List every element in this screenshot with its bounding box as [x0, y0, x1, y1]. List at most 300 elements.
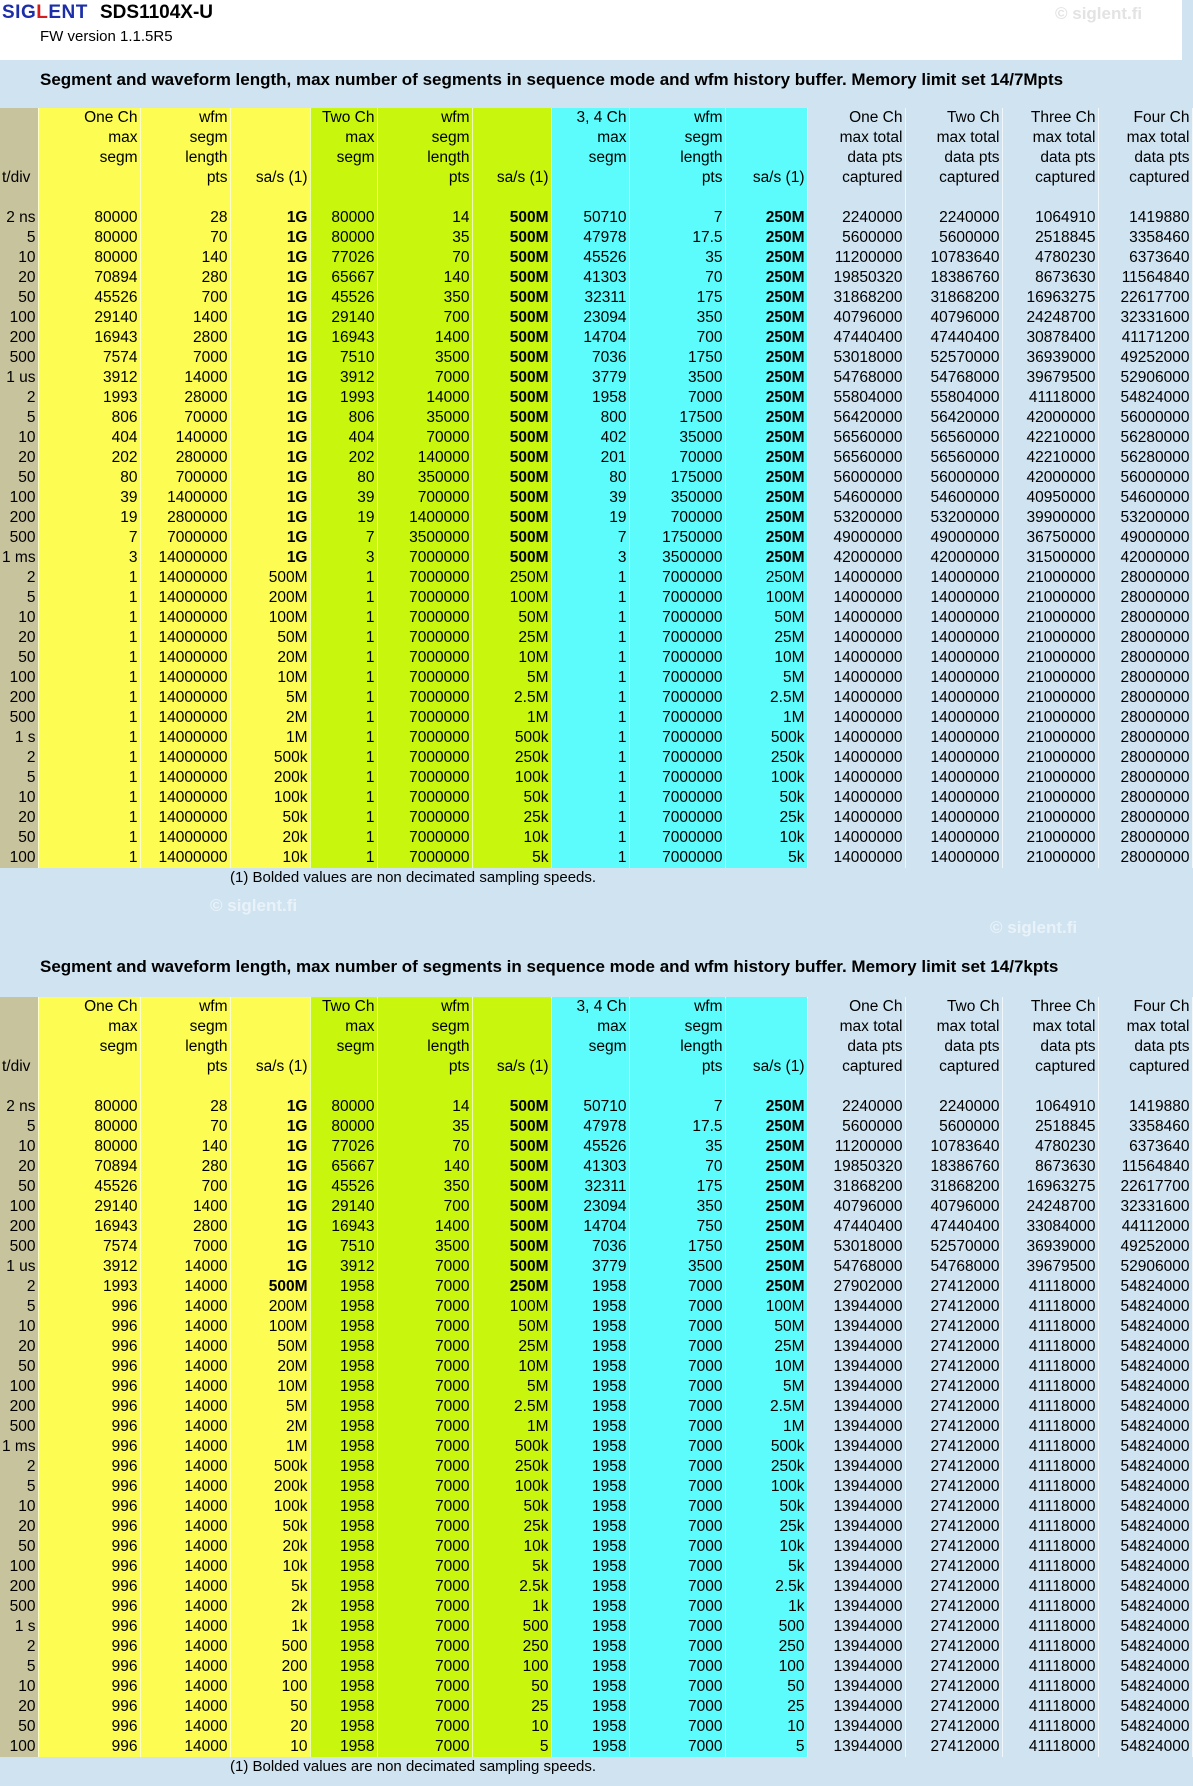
data-cell: 1958 — [310, 1517, 377, 1537]
table-row — [0, 308, 1192, 328]
data-cell: 11564840 — [1098, 268, 1192, 288]
data-cell: 140000 — [140, 428, 230, 448]
data-cell: 28000000 — [1098, 608, 1192, 628]
data-cell: 7000 — [377, 1377, 472, 1397]
data-cell: 27412000 — [905, 1417, 1002, 1437]
data-cell: 11200000 — [807, 248, 905, 268]
data-cell: 3500 — [629, 368, 725, 388]
document-header — [0, 0, 1182, 60]
data-cell: 27412000 — [905, 1457, 1002, 1477]
data-cell: 14000000 — [807, 628, 905, 648]
data-cell: 27412000 — [905, 1737, 1002, 1757]
data-cell: 1 — [551, 848, 629, 868]
tdiv-cell: 5 — [0, 1117, 38, 1137]
data-cell: 32331600 — [1098, 308, 1192, 328]
data-cell: 1958 — [310, 1677, 377, 1697]
data-cell: 1958 — [310, 1357, 377, 1377]
header-cell: captured — [1098, 1057, 1192, 1077]
data-cell: 36939000 — [1002, 1237, 1098, 1257]
data-cell: 47440400 — [807, 1217, 905, 1237]
data-cell: 41118000 — [1002, 1597, 1098, 1617]
data-cell: 7000 — [140, 1237, 230, 1257]
data-cell: 35 — [629, 248, 725, 268]
data-cell: 56000000 — [1098, 408, 1192, 428]
data-cell: 250M — [725, 1137, 807, 1157]
table-row — [0, 1537, 1192, 1557]
data-cell: 7000 — [377, 1717, 472, 1737]
data-cell: 13944000 — [807, 1317, 905, 1337]
data-cell: 1993 — [38, 388, 140, 408]
data-cell: 39679500 — [1002, 1257, 1098, 1277]
data-cell: 21000000 — [1002, 608, 1098, 628]
data-cell: 7000 — [377, 1357, 472, 1377]
data-cell: 14000000 — [905, 688, 1002, 708]
data-cell: 100 — [725, 1657, 807, 1677]
data-cell: 500M — [472, 388, 551, 408]
data-cell: 7000 — [377, 368, 472, 388]
data-cell: 1 — [551, 828, 629, 848]
data-cell: 7000 — [377, 1657, 472, 1677]
data-cell: 404 — [310, 428, 377, 448]
table-row — [0, 348, 1192, 368]
spacer-cell — [377, 188, 472, 208]
data-cell: 1958 — [551, 1397, 629, 1417]
data-cell: 2M — [230, 1417, 310, 1437]
data-cell: 996 — [38, 1557, 140, 1577]
data-cell: 1958 — [551, 1697, 629, 1717]
data-cell: 10 — [472, 1717, 551, 1737]
data-cell: 28000000 — [1098, 728, 1192, 748]
data-cell: 53200000 — [807, 508, 905, 528]
header-cell: captured — [905, 1057, 1002, 1077]
data-cell: 14000 — [140, 1577, 230, 1597]
data-cell: 1 — [551, 768, 629, 788]
data-cell: 14000 — [140, 1537, 230, 1557]
data-cell: 700000 — [377, 488, 472, 508]
data-cell: 500M — [472, 528, 551, 548]
tdiv-cell: 2 — [0, 568, 38, 588]
header-cell — [551, 1057, 629, 1077]
table-row — [0, 1417, 1192, 1437]
data-cell: 5k — [472, 1557, 551, 1577]
data-cell: 7000000 — [629, 808, 725, 828]
data-cell: 39 — [551, 488, 629, 508]
table-row — [0, 648, 1192, 668]
data-cell: 1064910 — [1002, 208, 1098, 228]
table-14-7mpts — [0, 108, 1193, 868]
spacer-cell — [377, 1077, 472, 1097]
data-cell: 14000000 — [140, 668, 230, 688]
header-cell: data pts — [905, 1037, 1002, 1057]
data-cell: 10M — [472, 1357, 551, 1377]
data-cell: 2240000 — [905, 208, 1002, 228]
header-row — [0, 128, 1192, 148]
table-row — [0, 208, 1192, 228]
data-cell: 996 — [38, 1457, 140, 1477]
data-cell: 500M — [472, 428, 551, 448]
data-cell: 41118000 — [1002, 1657, 1098, 1677]
data-cell: 250M — [725, 228, 807, 248]
data-cell: 28000000 — [1098, 788, 1192, 808]
data-cell: 1 — [38, 748, 140, 768]
data-cell: 14000000 — [140, 588, 230, 608]
tdiv-cell: 100 — [0, 308, 38, 328]
data-cell: 996 — [38, 1357, 140, 1377]
tdiv-cell: 10 — [0, 248, 38, 268]
data-cell: 250M — [725, 428, 807, 448]
data-cell: 1958 — [310, 1617, 377, 1637]
data-cell: 1M — [472, 708, 551, 728]
header-cell: Two Ch — [905, 997, 1002, 1017]
header-cell — [472, 1017, 551, 1037]
header-cell: captured — [905, 168, 1002, 188]
data-cell: 1G — [230, 368, 310, 388]
data-cell: 32311 — [551, 1177, 629, 1197]
data-cell: 54824000 — [1098, 1377, 1192, 1397]
data-cell: 28000000 — [1098, 808, 1192, 828]
data-cell: 250M — [725, 1177, 807, 1197]
data-cell: 1M — [230, 1437, 310, 1457]
data-cell: 50M — [230, 628, 310, 648]
data-cell: 7000 — [629, 1637, 725, 1657]
data-cell: 52906000 — [1098, 1257, 1192, 1277]
data-cell: 54768000 — [905, 368, 1002, 388]
data-cell: 3358460 — [1098, 1117, 1192, 1137]
data-cell: 25M — [725, 1337, 807, 1357]
header-row — [0, 1037, 1192, 1057]
data-cell: 5600000 — [807, 228, 905, 248]
data-cell: 100k — [725, 1477, 807, 1497]
spacer-cell — [725, 1077, 807, 1097]
data-cell: 1 — [38, 808, 140, 828]
data-cell: 27412000 — [905, 1517, 1002, 1537]
data-cell: 13944000 — [807, 1377, 905, 1397]
data-cell: 7000000 — [629, 608, 725, 628]
data-cell: 14000 — [140, 1497, 230, 1517]
header-cell: segm — [377, 128, 472, 148]
table-row — [0, 1277, 1192, 1297]
data-cell: 18386760 — [905, 1157, 1002, 1177]
data-cell: 3500 — [377, 1237, 472, 1257]
data-cell: 7000 — [629, 1377, 725, 1397]
data-cell: 996 — [38, 1717, 140, 1737]
data-cell: 27412000 — [905, 1617, 1002, 1637]
data-cell: 10783640 — [905, 1137, 1002, 1157]
data-cell: 1 — [310, 668, 377, 688]
data-cell: 14000000 — [140, 708, 230, 728]
table-row — [0, 388, 1192, 408]
data-cell: 500M — [230, 1277, 310, 1297]
data-cell: 402 — [551, 428, 629, 448]
data-cell: 500M — [472, 348, 551, 368]
data-cell: 250M — [725, 1217, 807, 1237]
header-cell — [230, 108, 310, 128]
data-cell: 14000 — [140, 1477, 230, 1497]
data-cell: 27412000 — [905, 1377, 1002, 1397]
data-cell: 100k — [230, 1497, 310, 1517]
data-cell: 202 — [38, 448, 140, 468]
data-cell: 1958 — [551, 1557, 629, 1577]
data-cell: 24248700 — [1002, 308, 1098, 328]
data-cell: 65667 — [310, 268, 377, 288]
table-row — [0, 248, 1192, 268]
data-cell: 10k — [725, 828, 807, 848]
tdiv-cell: 5 — [0, 408, 38, 428]
data-cell: 35000 — [629, 428, 725, 448]
data-cell: 14000000 — [905, 748, 1002, 768]
data-cell: 996 — [38, 1697, 140, 1717]
data-cell: 996 — [38, 1437, 140, 1457]
data-cell: 1 — [38, 788, 140, 808]
tdiv-cell: 10 — [0, 1677, 38, 1697]
data-cell: 41118000 — [1002, 1677, 1098, 1697]
data-cell: 17.5 — [629, 1117, 725, 1137]
data-cell: 2800 — [140, 1217, 230, 1237]
data-cell: 2518845 — [1002, 228, 1098, 248]
data-cell: 13944000 — [807, 1637, 905, 1657]
table-row — [0, 768, 1192, 788]
data-cell: 1G — [230, 388, 310, 408]
data-cell: 7000000 — [377, 788, 472, 808]
data-cell: 200M — [230, 588, 310, 608]
spacer-cell — [1002, 1077, 1098, 1097]
data-cell: 3 — [551, 548, 629, 568]
data-cell: 1 — [38, 648, 140, 668]
data-cell: 27902000 — [807, 1277, 905, 1297]
table-row — [0, 1197, 1192, 1217]
data-cell: 41118000 — [1002, 1397, 1098, 1417]
tdiv-cell: 10 — [0, 608, 38, 628]
header-cell — [0, 108, 38, 128]
data-cell: 100M — [725, 1297, 807, 1317]
data-cell: 56000000 — [1098, 468, 1192, 488]
data-cell: 350000 — [629, 488, 725, 508]
data-cell: 21000000 — [1002, 728, 1098, 748]
data-cell: 70894 — [38, 268, 140, 288]
data-cell: 49000000 — [807, 528, 905, 548]
data-cell: 1958 — [310, 1297, 377, 1317]
data-cell: 140000 — [377, 448, 472, 468]
data-cell: 500M — [472, 288, 551, 308]
data-cell: 54824000 — [1098, 388, 1192, 408]
data-cell: 35000 — [377, 408, 472, 428]
data-cell: 7000 — [629, 1357, 725, 1377]
data-cell: 27412000 — [905, 1397, 1002, 1417]
data-cell: 1G — [230, 268, 310, 288]
data-cell: 40796000 — [905, 308, 1002, 328]
data-cell: 10 — [725, 1717, 807, 1737]
data-cell: 100M — [472, 588, 551, 608]
data-cell: 41118000 — [1002, 1457, 1098, 1477]
data-cell: 5k — [472, 848, 551, 868]
header-cell: data pts — [1002, 148, 1098, 168]
data-cell: 1958 — [310, 1657, 377, 1677]
data-cell: 1G — [230, 1217, 310, 1237]
data-cell: 77026 — [310, 248, 377, 268]
table-row — [0, 828, 1192, 848]
data-cell: 28000 — [140, 388, 230, 408]
data-cell: 10M — [230, 668, 310, 688]
data-cell: 13944000 — [807, 1457, 905, 1477]
data-cell: 7000 — [377, 1637, 472, 1657]
data-cell: 28000000 — [1098, 668, 1192, 688]
data-cell: 7000 — [629, 1597, 725, 1617]
data-cell: 14000000 — [140, 628, 230, 648]
data-cell: 3912 — [38, 368, 140, 388]
data-cell: 14000 — [140, 368, 230, 388]
data-cell: 25M — [725, 628, 807, 648]
tdiv-cell: 500 — [0, 1597, 38, 1617]
data-cell: 21000000 — [1002, 588, 1098, 608]
data-cell: 14000 — [140, 1357, 230, 1377]
data-cell: 1G — [230, 348, 310, 368]
data-cell: 10k — [230, 848, 310, 868]
data-cell: 42000000 — [1002, 468, 1098, 488]
data-cell: 500M — [472, 1177, 551, 1197]
header-cell: sa/s (1) — [725, 1057, 807, 1077]
data-cell: 14000000 — [905, 808, 1002, 828]
table-row — [0, 1117, 1192, 1137]
data-cell: 41118000 — [1002, 1277, 1098, 1297]
data-cell: 70 — [629, 268, 725, 288]
data-cell: 54600000 — [807, 488, 905, 508]
data-cell: 14000000 — [140, 808, 230, 828]
data-cell: 45526 — [310, 288, 377, 308]
data-cell: 250 — [472, 1637, 551, 1657]
data-cell: 7000 — [377, 1537, 472, 1557]
data-cell: 1958 — [310, 1717, 377, 1737]
data-cell: 1G — [230, 1157, 310, 1177]
header-cell: captured — [807, 1057, 905, 1077]
section-1-title: Segment and waveform length, max number of segments in sequence mode and wfm history buffer. Memory limit set 14/7Mpts — [40, 70, 1064, 89]
data-cell: 750 — [629, 1217, 725, 1237]
data-cell: 10M — [725, 648, 807, 668]
data-cell: 14000000 — [807, 768, 905, 788]
data-cell: 1 — [38, 768, 140, 788]
table-row — [0, 1517, 1192, 1537]
section-1-footnote: (1) Bolded values are non decimated sampling speeds. — [230, 869, 597, 886]
data-cell: 35 — [629, 1137, 725, 1157]
data-cell: 11564840 — [1098, 1157, 1192, 1177]
data-cell: 7000 — [629, 1657, 725, 1677]
header-cell: data pts — [1098, 148, 1192, 168]
data-cell: 1M — [725, 1417, 807, 1437]
table-row — [0, 1297, 1192, 1317]
tdiv-cell: 1 s — [0, 1617, 38, 1637]
data-cell: 3 — [310, 548, 377, 568]
data-cell: 250 — [725, 1637, 807, 1657]
tdiv-cell: 50 — [0, 288, 38, 308]
header-row — [0, 1017, 1192, 1037]
data-cell: 500 — [725, 1617, 807, 1637]
data-cell: 250M — [725, 1257, 807, 1277]
data-cell: 7000000 — [629, 788, 725, 808]
data-cell: 7000000 — [377, 848, 472, 868]
data-cell: 7036 — [551, 1237, 629, 1257]
table-row — [0, 608, 1192, 628]
data-cell: 700 — [377, 1197, 472, 1217]
data-cell: 56560000 — [905, 428, 1002, 448]
data-cell: 500M — [472, 1157, 551, 1177]
data-cell: 5M — [472, 1377, 551, 1397]
data-cell: 41118000 — [1002, 1737, 1098, 1757]
data-cell: 7000000 — [629, 628, 725, 648]
data-cell: 32331600 — [1098, 1197, 1192, 1217]
spacer-cell — [807, 1077, 905, 1097]
data-cell: 56000000 — [807, 468, 905, 488]
data-cell: 14000000 — [140, 768, 230, 788]
data-cell: 7000 — [377, 1417, 472, 1437]
table-row — [0, 508, 1192, 528]
spacer-cell — [725, 188, 807, 208]
header-cell — [725, 1017, 807, 1037]
data-cell: 45526 — [310, 1177, 377, 1197]
data-cell: 1400 — [140, 308, 230, 328]
data-cell: 1400000 — [377, 508, 472, 528]
header-cell: sa/s (1) — [472, 168, 551, 188]
header-cell — [472, 997, 551, 1017]
data-cell: 500M — [472, 308, 551, 328]
tdiv-cell: 100 — [0, 668, 38, 688]
data-cell: 7000000 — [377, 748, 472, 768]
data-cell: 7000 — [377, 1297, 472, 1317]
tdiv-cell: 100 — [0, 1737, 38, 1757]
data-cell: 27412000 — [905, 1597, 1002, 1617]
header-cell — [472, 108, 551, 128]
data-cell: 3500 — [629, 1257, 725, 1277]
data-cell: 100M — [472, 1297, 551, 1317]
data-cell: 70 — [377, 248, 472, 268]
data-cell: 13944000 — [807, 1557, 905, 1577]
data-cell: 250M — [725, 488, 807, 508]
data-cell: 250M — [725, 348, 807, 368]
data-cell: 49000000 — [1098, 528, 1192, 548]
data-cell: 17500 — [629, 408, 725, 428]
data-cell: 996 — [38, 1477, 140, 1497]
data-cell: 41118000 — [1002, 1557, 1098, 1577]
data-cell: 250M — [725, 1157, 807, 1177]
data-cell: 36750000 — [1002, 528, 1098, 548]
header-cell: segm — [551, 1037, 629, 1057]
data-cell: 3 — [38, 548, 140, 568]
data-cell: 21000000 — [1002, 688, 1098, 708]
data-cell: 40950000 — [1002, 488, 1098, 508]
data-cell: 1 — [38, 668, 140, 688]
data-cell: 28000000 — [1098, 768, 1192, 788]
data-cell: 100k — [230, 788, 310, 808]
data-cell: 1G — [230, 1097, 310, 1117]
data-cell: 27412000 — [905, 1437, 1002, 1457]
data-cell: 27412000 — [905, 1497, 1002, 1517]
table-row — [0, 1257, 1192, 1277]
data-cell: 175000 — [629, 468, 725, 488]
data-cell: 1 — [551, 728, 629, 748]
data-cell: 14000000 — [807, 788, 905, 808]
header-cell: max total — [1002, 128, 1098, 148]
data-cell: 1958 — [551, 1417, 629, 1437]
tdiv-cell: 50 — [0, 1177, 38, 1197]
data-cell: 54600000 — [1098, 488, 1192, 508]
data-cell: 14000 — [140, 1317, 230, 1337]
data-cell: 1 — [310, 608, 377, 628]
data-cell: 10M — [725, 1357, 807, 1377]
data-cell: 7000000 — [377, 568, 472, 588]
data-cell: 250M — [725, 368, 807, 388]
data-cell: 56420000 — [807, 408, 905, 428]
table-row — [0, 368, 1192, 388]
data-cell: 53018000 — [807, 1237, 905, 1257]
data-cell: 27412000 — [905, 1557, 1002, 1577]
